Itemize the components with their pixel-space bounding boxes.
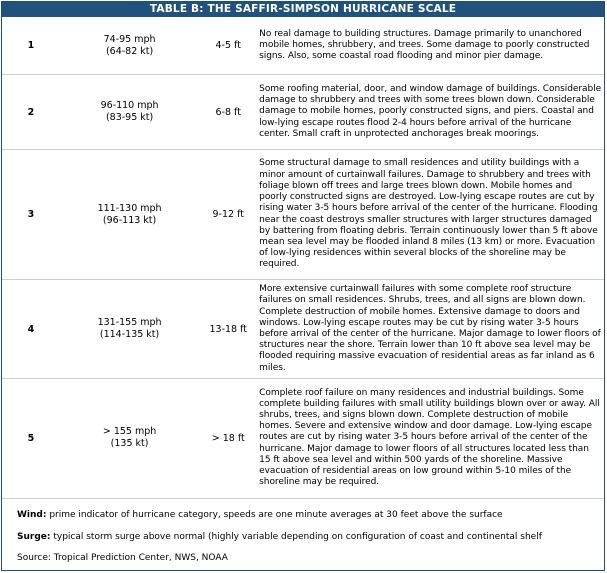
wind-footnote: [17, 510, 503, 520]
wind-kt: (64-82 kt): [105, 45, 154, 57]
hurricane-scale-table: [1, 1, 605, 571]
wind-speed-cell: [60, 317, 200, 341]
table-footnotes: [2, 498, 604, 570]
surge-footnote: [17, 532, 542, 542]
wind-footnote-label: Wind:: [17, 510, 47, 520]
wind-mph: 96-110 mph: [100, 100, 159, 111]
table-row-category-1: [2, 17, 604, 74]
category-cell: 4: [27, 323, 35, 335]
storm-surge-cell: > 18 ft: [211, 432, 245, 444]
wind-kt: (114-135 kt): [99, 329, 160, 340]
surge-footnote-text: typical storm surge above normal (highly variable depending on configuration of coast and continental shelf: [50, 532, 542, 542]
wind-footnote-text: prime indicator of hurricane category, speeds are one minute averages at 30 feet above the surface: [46, 510, 503, 520]
table-title: TABLE B: THE SAFFIR-SIMPSON HURRICANE SCALE: [2, 2, 604, 17]
wind-mph: 111-130 mph: [97, 202, 162, 214]
wind-speed-cell: [60, 100, 200, 124]
table-row-category-2: [2, 74, 604, 149]
damage-description-cell: Some roofing material, door, and window damage of buildings. Considerable damage to shrubbery and trees with some trees blown down. Considerable damage to mobile homes, poorly constructed signs, and piers. Coastal and low-lying escape routes flood 2-4 hours before arrival of the hurricane center. Small craft in unprotected anchorages break moorings.: [259, 83, 602, 139]
storm-surge-cell: 6-8 ft: [215, 106, 241, 118]
wind-kt: (135 kt): [110, 438, 149, 449]
wind-kt: (96-113 kt): [102, 214, 157, 226]
damage-description-cell: Complete roof failure on many residences and industrial buildings. Some complete building failures with small utility buildings blown over or away. All shrubs, trees, and signs blown down. Complete destruction of mobile homes. Severe and extensive window and door damage. Low-lying escape routes are cut by rising water 3-5 hours before arrival of the center of the hurricane. Major damage to lower floors of all structures located less than 15 ft above sea level and within 500 yards of the shoreline. Massive evacuation of residential areas on low ground within 5-10 miles of the shoreline may be required.: [259, 387, 600, 488]
storm-surge-cell: 9-12 ft: [212, 209, 244, 220]
category-cell: 2: [27, 106, 35, 118]
wind-mph: 74-95 mph: [103, 33, 156, 45]
storm-surge-cell: 4-5 ft: [215, 40, 241, 51]
wind-speed-cell: [60, 34, 200, 58]
damage-description-cell: No real damage to building structures. Damage primarily to unanchored mobile homes, shrubbery, and trees. Some damage to poorly constructed signs. Also, some coastal road flooding and minor pier damage.: [259, 28, 590, 62]
category-cell: 3: [27, 209, 35, 220]
table-body: [2, 17, 604, 497]
surge-footnote-label: Surge:: [17, 532, 51, 542]
table-row-category-3: [2, 149, 604, 279]
table-row-category-4: [2, 279, 604, 378]
storm-surge-cell: 13-18 ft: [209, 323, 248, 335]
wind-mph: 131-155 mph: [97, 317, 162, 328]
wind-speed-cell: [60, 426, 200, 450]
damage-description-cell: More extensive curtainwall failures with some complete roof structure failures on small residences. Shrubs, trees, and all signs are blown down. Complete destruction of mobile homes. Extensive damage to doors and windows. Low-lying escape routes may be cut by rising water 3-5 hours before arrival of the center of the hurricane. Major damage to lower floors of structures near the shore. Terrain lower than 10 ft above sea level may be flooded requiring massive evacuation of residential areas as far inland as 6 miles.: [259, 284, 601, 373]
category-cell: 5: [27, 432, 35, 444]
damage-description-cell: Some structural damage to small residences and utility buildings with a minor amount of curtainwall failures. Damage to shrubbery and trees with foliage blown off trees and large trees blown down. Mobile homes and poorly constructed signs are destroyed. Low-lying escape routes are cut by rising water 3-5 hours before arrival of the center of the hurricane. Flooding near the coast destroys smaller structures with larger structures damaged by battering from floating debris. Terrain continuously lower than 5 ft above mean sea level may be flooded inland 8 miles (13 km) or more. Evacuation of low-lying residences within several blocks of the shoreline may be required.: [259, 158, 598, 270]
wind-kt: (83-95 kt): [105, 112, 154, 123]
table-row-category-5: [2, 378, 604, 497]
wind-mph: > 155 mph: [102, 426, 157, 437]
source-footnote: Source: Tropical Prediction Center, NWS, NOAA: [17, 553, 228, 563]
wind-speed-cell: [60, 203, 200, 227]
category-cell: 1: [27, 40, 35, 51]
